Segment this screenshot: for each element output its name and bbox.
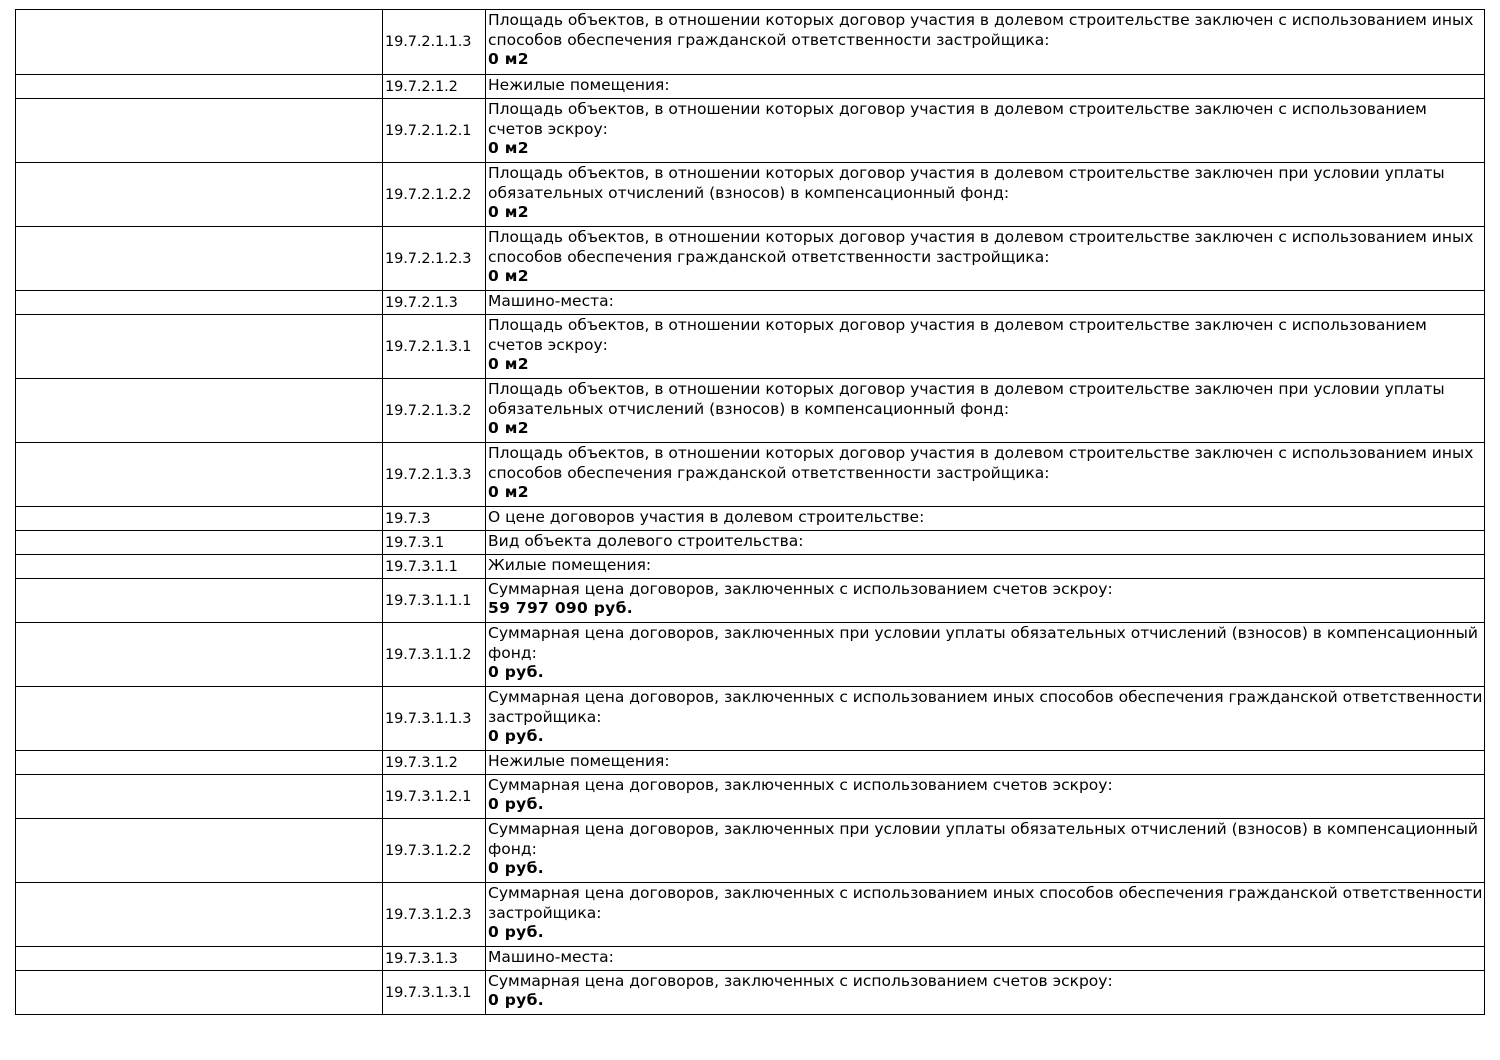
section-content [486, 75, 1485, 99]
empty-cell [16, 947, 383, 971]
section-code: 19.7.3.1.2.3 [383, 883, 486, 947]
section-value: 0 м2 [488, 419, 529, 437]
section-label: Площадь объектов, в отношении которых договор участия в долевом строительстве заключен с использованием иных способов обеспечения гражданской ответственности застройщика: [488, 228, 1474, 266]
empty-cell [16, 751, 383, 775]
section-content [486, 315, 1485, 379]
section-code: 19.7.3.1.1 [383, 555, 486, 579]
section-value: 0 м2 [488, 50, 529, 68]
table-row [16, 947, 1485, 971]
section-label: Суммарная цена договоров, заключенных с использованием счетов эскроу: [488, 972, 1113, 990]
section-code: 19.7.3.1.1.1 [383, 579, 486, 623]
section-content [486, 379, 1485, 443]
section-content [486, 947, 1485, 971]
section-code: 19.7.2.1.3.1 [383, 315, 486, 379]
table-row [16, 10, 1485, 75]
section-code: 19.7.2.1.2.2 [383, 163, 486, 227]
section-content [486, 775, 1485, 819]
section-content [486, 531, 1485, 555]
section-content [486, 687, 1485, 751]
empty-cell [16, 443, 383, 507]
table-row [16, 163, 1485, 227]
section-label: Площадь объектов, в отношении которых договор участия в долевом строительстве заключен при условии уплаты обязательных отчислений (взносов) в компенсационный фонд: [488, 380, 1445, 418]
section-label: Суммарная цена договоров, заключенных при условии уплаты обязательных отчислений (взносов) в компенсационный фонд: [488, 624, 1478, 662]
empty-cell [16, 379, 383, 443]
section-label: Площадь объектов, в отношении которых договор участия в долевом строительстве заключен с использованием иных способов обеспечения гражданской ответственности застройщика: [488, 11, 1474, 49]
section-code: 19.7.3.1.2.2 [383, 819, 486, 883]
empty-cell [16, 507, 383, 531]
section-label: Машино-места: [488, 292, 614, 310]
section-code: 19.7.3 [383, 507, 486, 531]
section-value: 0 м2 [488, 267, 529, 285]
table-row [16, 971, 1485, 1015]
empty-cell [16, 75, 383, 99]
section-label: Площадь объектов, в отношении которых договор участия в долевом строительстве заключен с использованием иных способов обеспечения гражданской ответственности застройщика: [488, 444, 1474, 482]
section-label: Нежилые помещения: [488, 76, 670, 94]
section-label: Суммарная цена договоров, заключенных с использованием счетов эскроу: [488, 580, 1113, 598]
section-content [486, 971, 1485, 1015]
empty-cell [16, 315, 383, 379]
table-row [16, 687, 1485, 751]
section-code: 19.7.3.1.1.3 [383, 687, 486, 751]
empty-cell [16, 163, 383, 227]
empty-cell [16, 531, 383, 555]
section-code: 19.7.3.1.3.1 [383, 971, 486, 1015]
section-content [486, 883, 1485, 947]
section-code: 19.7.2.1.2 [383, 75, 486, 99]
table-row [16, 379, 1485, 443]
section-value: 59 797 090 руб. [488, 599, 633, 617]
table-row [16, 99, 1485, 163]
section-label: Площадь объектов, в отношении которых договор участия в долевом строительстве заключен при условии уплаты обязательных отчислений (взносов) в компенсационный фонд: [488, 164, 1445, 202]
table-row [16, 751, 1485, 775]
table-row [16, 883, 1485, 947]
section-value: 0 руб. [488, 859, 544, 877]
section-value: 0 м2 [488, 203, 529, 221]
section-label: Площадь объектов, в отношении которых договор участия в долевом строительстве заключен с использованием счетов эскроу: [488, 316, 1427, 354]
empty-cell [16, 227, 383, 291]
section-label: Нежилые помещения: [488, 752, 670, 770]
section-code: 19.7.3.1.2.1 [383, 775, 486, 819]
section-value: 0 руб. [488, 663, 544, 681]
empty-cell [16, 819, 383, 883]
section-content [486, 623, 1485, 687]
section-label: Суммарная цена договоров, заключенных с использованием счетов эскроу: [488, 776, 1113, 794]
section-code: 19.7.3.1.3 [383, 947, 486, 971]
section-content [486, 751, 1485, 775]
section-code: 19.7.3.1 [383, 531, 486, 555]
section-value: 0 руб. [488, 923, 544, 941]
table-row [16, 579, 1485, 623]
section-label: Площадь объектов, в отношении которых договор участия в долевом строительстве заключен с использованием счетов эскроу: [488, 100, 1427, 138]
section-value: 0 м2 [488, 139, 529, 157]
table-row [16, 623, 1485, 687]
section-code: 19.7.3.1.2 [383, 751, 486, 775]
document-table-body [16, 10, 1485, 1015]
empty-cell [16, 623, 383, 687]
section-content [486, 163, 1485, 227]
section-content [486, 819, 1485, 883]
section-content [486, 99, 1485, 163]
section-content [486, 227, 1485, 291]
section-value: 0 руб. [488, 795, 544, 813]
empty-cell [16, 10, 383, 75]
empty-cell [16, 971, 383, 1015]
table-row [16, 227, 1485, 291]
document-table [15, 9, 1485, 1015]
section-label: Суммарная цена договоров, заключенных при условии уплаты обязательных отчислений (взносов) в компенсационный фонд: [488, 820, 1478, 858]
section-code: 19.7.2.1.2.1 [383, 99, 486, 163]
section-content [486, 443, 1485, 507]
section-content [486, 10, 1485, 75]
section-label: Суммарная цена договоров, заключенных с использованием иных способов обеспечения гражданской ответственности застройщика: [488, 884, 1483, 922]
section-label: Суммарная цена договоров, заключенных с использованием иных способов обеспечения гражданской ответственности застройщика: [488, 688, 1483, 726]
table-row [16, 819, 1485, 883]
section-code: 19.7.2.1.3.3 [383, 443, 486, 507]
section-code: 19.7.2.1.3.2 [383, 379, 486, 443]
table-row [16, 291, 1485, 315]
section-value: 0 руб. [488, 727, 544, 745]
section-content [486, 291, 1485, 315]
table-row [16, 315, 1485, 379]
section-content [486, 579, 1485, 623]
section-code: 19.7.2.1.3 [383, 291, 486, 315]
section-label: Жилые помещения: [488, 556, 652, 574]
section-code: 19.7.2.1.2.3 [383, 227, 486, 291]
table-row [16, 443, 1485, 507]
section-label: О цене договоров участия в долевом строительстве: [488, 508, 925, 526]
section-label: Вид объекта долевого строительства: [488, 532, 804, 550]
table-row [16, 531, 1485, 555]
table-row [16, 75, 1485, 99]
section-value: 0 руб. [488, 991, 544, 1009]
table-row [16, 555, 1485, 579]
empty-cell [16, 883, 383, 947]
table-row [16, 507, 1485, 531]
empty-cell [16, 99, 383, 163]
empty-cell [16, 291, 383, 315]
section-label: Машино-места: [488, 948, 614, 966]
section-value: 0 м2 [488, 483, 529, 501]
empty-cell [16, 687, 383, 751]
section-content [486, 507, 1485, 531]
empty-cell [16, 579, 383, 623]
empty-cell [16, 555, 383, 579]
table-row [16, 775, 1485, 819]
section-value: 0 м2 [488, 355, 529, 373]
section-code: 19.7.2.1.1.3 [383, 10, 486, 75]
section-code: 19.7.3.1.1.2 [383, 623, 486, 687]
section-content [486, 555, 1485, 579]
empty-cell [16, 775, 383, 819]
